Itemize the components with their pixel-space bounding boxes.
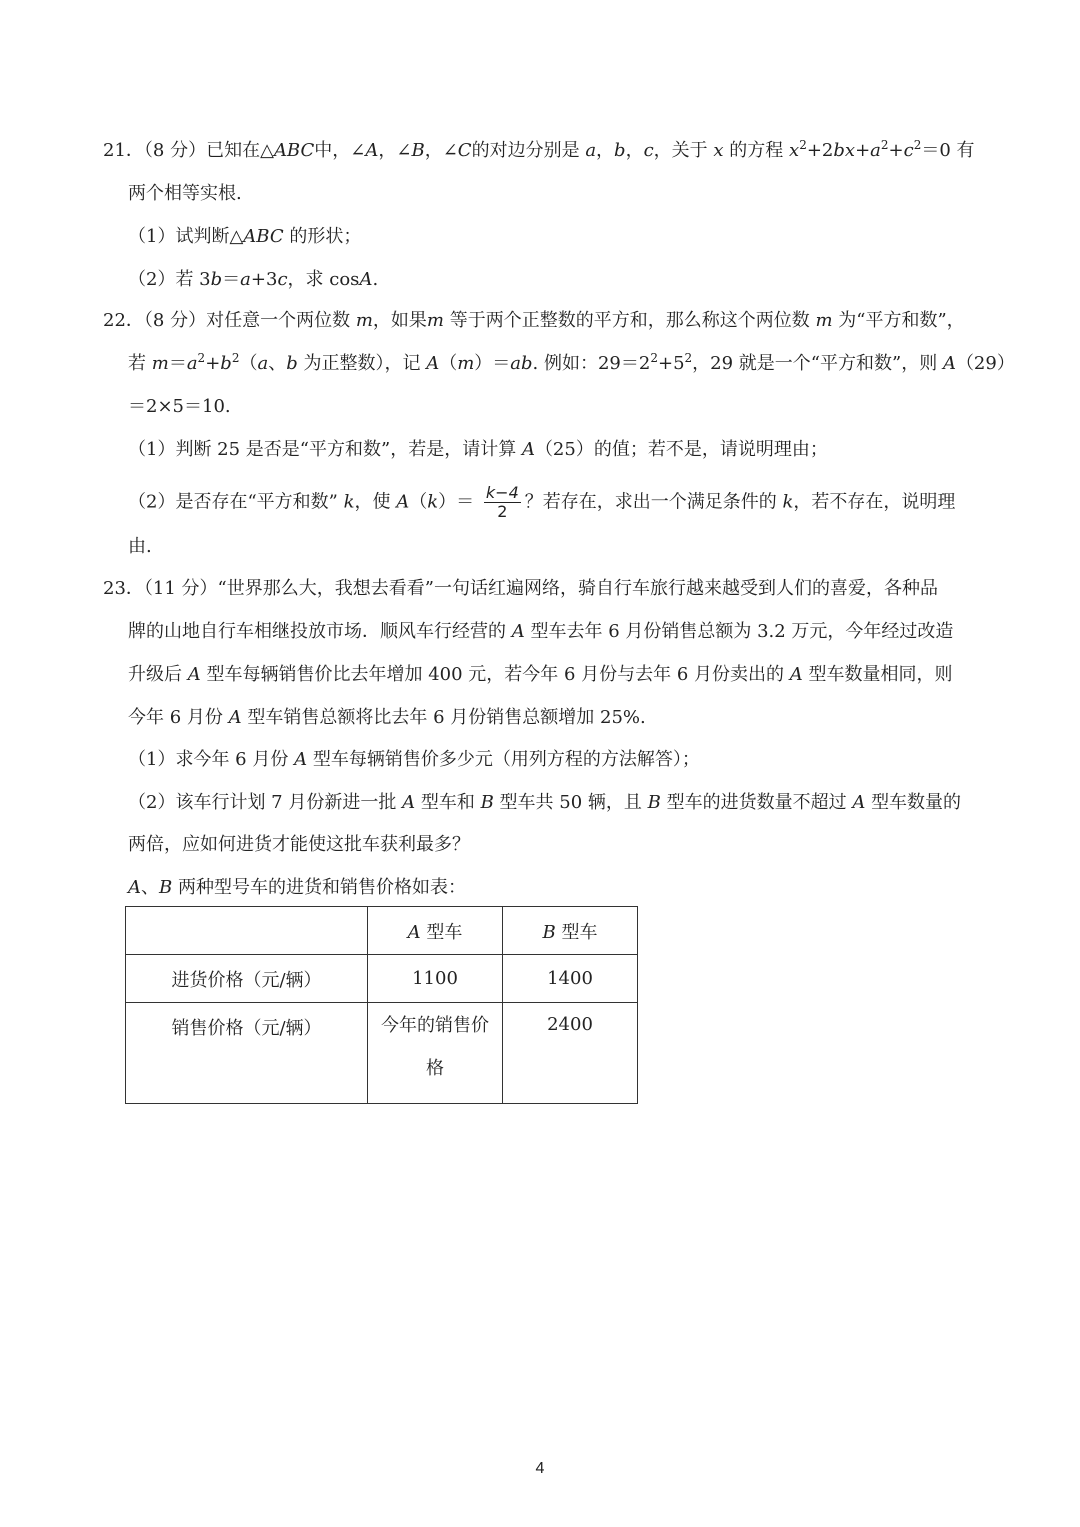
- q23-text: 型车去年 6 月份销售总额为 3.2 万元，今年经过改造: [530, 621, 954, 642]
- table-cell-line: 今年的销售价: [381, 1015, 489, 1036]
- q23-var: A: [187, 664, 201, 685]
- q21-var: b: [614, 140, 626, 161]
- q23-text: 型车每辆销售价多少元（用列方程的方法解答）；: [312, 749, 700, 770]
- q23-text: 型车和: [420, 792, 475, 813]
- q22-text: （1）判断 25 是否是“平方和数”，若是，请计算: [128, 439, 517, 460]
- q23-var: A: [402, 792, 416, 813]
- q21-eq: 2: [880, 138, 889, 152]
- q21-var: A: [365, 140, 379, 161]
- q22-line2: [128, 352, 1015, 376]
- q21-text: ，∠: [378, 140, 412, 161]
- q21-eq: 2: [913, 138, 922, 152]
- q23-text: 两种型号车的进货和销售价格如表：: [177, 877, 466, 898]
- q22-text: ）＝: [474, 353, 511, 374]
- table-row-label: 进货价格（元/辆）: [126, 955, 368, 1003]
- q23-score: （11 分）: [143, 578, 218, 599]
- q21-var: a: [585, 140, 597, 161]
- table-row: [126, 1003, 638, 1104]
- q21-eq: c: [903, 140, 914, 161]
- q23-text: （1）求今年 6 月份: [128, 749, 289, 770]
- q23-var: A: [228, 707, 242, 728]
- q21-text: ，∠: [424, 140, 458, 161]
- q23-text: 型车每辆销售价比去年增加 400 元，若今年 6 月份与去年 6 月份卖出的: [206, 664, 785, 685]
- q21-eq: +2: [806, 140, 834, 161]
- q21-var: C: [457, 140, 472, 161]
- table-header-a: [368, 907, 503, 955]
- q21-text: （2）若 3: [128, 269, 211, 290]
- q22-text: ＝: [168, 353, 187, 374]
- q22-text: ）＝: [438, 491, 475, 513]
- q23-number: 23．: [103, 578, 144, 599]
- q23-var: A: [294, 749, 308, 770]
- q22-var: b: [286, 353, 298, 374]
- q22-text: （2）是否存在“平方和数”: [128, 491, 338, 513]
- q22-var: k: [427, 491, 439, 513]
- table-cell-line: 格: [426, 1058, 444, 1079]
- q23-text: 型车共 50 辆，且: [499, 792, 642, 813]
- table-row-label: 销售价格（元/辆）: [126, 1003, 368, 1104]
- fraction-denominator: 2: [497, 502, 508, 521]
- q21-text: ＝: [222, 269, 241, 290]
- q22-var: k: [782, 491, 794, 513]
- q21-text: 的对边分别是: [471, 140, 580, 161]
- q21-text: 已知在△: [206, 140, 274, 161]
- q21-var: ABC: [273, 140, 315, 161]
- q23-part2: [128, 791, 961, 815]
- q23-var: B: [159, 877, 173, 898]
- q22-text: ，如果: [372, 310, 427, 331]
- q21-text: ，: [625, 140, 644, 161]
- q23-text: 型车的进货数量不超过: [666, 792, 847, 813]
- q22-var: A: [426, 353, 440, 374]
- q21-text: 的形状；: [289, 226, 362, 247]
- q22-text: +: [205, 353, 221, 374]
- table-header-a-label: 型车: [426, 921, 463, 943]
- q22-var: A: [942, 353, 956, 374]
- q22-score: （8 分）: [143, 310, 207, 331]
- q22-var: b: [220, 353, 232, 374]
- q21-part1: [128, 225, 361, 249]
- q23-text: 、: [141, 877, 159, 898]
- q22-text: ，29 就是一个“平方和数”，则: [692, 353, 938, 374]
- q23-var: A: [852, 792, 866, 813]
- q21-eq: x: [789, 140, 800, 161]
- q23-text: 型车销售总额将比去年 6 月份销售总额增加 25%.: [247, 707, 646, 728]
- q21-eq: ＝0 有: [921, 140, 975, 161]
- q22-var: A: [521, 439, 535, 460]
- q21-eq: +: [888, 140, 904, 161]
- table-header-b-label: 型车: [561, 921, 598, 943]
- page-number: 4: [535, 1460, 545, 1477]
- q23-text: 牌的山地自行车相继投放市场．顺风车行经营的: [128, 621, 506, 642]
- q22-text: ，若不存在，说明理: [793, 491, 956, 513]
- q22-text: 若: [128, 353, 146, 374]
- q22-eq: 2: [231, 351, 240, 365]
- q23-line-end: 两倍，应如何进货才能使这批车获利最多？: [128, 834, 470, 855]
- q22-text: 、: [268, 353, 287, 374]
- q21-part2: [128, 268, 378, 292]
- q23-line4: [128, 706, 646, 730]
- q22-eq: 2: [197, 351, 206, 365]
- q22-number: 22．: [103, 310, 144, 331]
- q22-text: ？若存在，求出一个满足条件的: [524, 491, 777, 513]
- q22-line1: [103, 309, 965, 333]
- q21-var: B: [411, 140, 425, 161]
- q23-line2: [128, 620, 953, 644]
- q21-number: 21．: [103, 140, 144, 161]
- q21-line1: [103, 139, 975, 163]
- q22-text: （29）: [955, 353, 1015, 374]
- q21-eq: 2: [799, 138, 807, 152]
- q21-var: ABC: [243, 226, 284, 247]
- q22-var: m: [426, 310, 444, 331]
- table-intro: [128, 876, 466, 900]
- q22-text: ，使: [354, 491, 391, 513]
- q22-line3: ＝2×5＝10.: [128, 396, 231, 417]
- q21-var: b: [210, 269, 223, 290]
- q23-var: A: [511, 621, 525, 642]
- q23-text: （2）该车行计划 7 月份新进一批: [128, 792, 397, 813]
- q22-text: （25）的值；若不是，请说明理由；: [534, 439, 828, 460]
- q22-text: （: [439, 353, 458, 374]
- table-cell: [368, 1003, 503, 1104]
- q22-text: （: [239, 353, 258, 374]
- q21-text: 中，∠: [314, 140, 366, 161]
- q22-text: 为正整数），记: [303, 353, 421, 374]
- q22-eq: 2: [650, 351, 658, 365]
- q21-eq: a: [870, 140, 881, 161]
- q21-text: 的方程: [729, 140, 784, 161]
- table-header-a-letter: A: [407, 921, 421, 943]
- q21-text: ，关于: [653, 140, 708, 161]
- q22-var: ab: [510, 353, 533, 374]
- q21-var: a: [240, 269, 251, 290]
- q22-var: a: [257, 353, 269, 374]
- q23-var: A: [128, 877, 141, 898]
- table-cell: 2400: [503, 1003, 638, 1104]
- q23-part1: [128, 748, 700, 772]
- q22-part2: [128, 484, 955, 521]
- q21-text: .: [372, 269, 379, 290]
- q22-var: A: [396, 491, 410, 513]
- price-table: [125, 906, 638, 1104]
- q22-var: m: [151, 353, 169, 374]
- q22-text: 为“平方和数”，: [838, 310, 965, 331]
- q23-line3: [128, 663, 953, 687]
- q23-text: 型车数量相同，则: [808, 664, 953, 685]
- fraction-numerator: k−4: [485, 483, 519, 502]
- q23-text: 升级后: [128, 664, 182, 685]
- q23-var: B: [480, 792, 494, 813]
- q21-var: c: [643, 140, 654, 161]
- q22-var: m: [457, 353, 475, 374]
- table-header-empty: [126, 907, 368, 955]
- q23-line1: [103, 577, 938, 601]
- table-header-b: [503, 907, 638, 955]
- fraction-k-minus-4-over-2: [484, 484, 521, 521]
- q21-text: ，求 cos: [287, 269, 360, 290]
- q23-text: 型车数量的: [871, 792, 962, 813]
- q22-eq: 2: [684, 351, 693, 365]
- q22-var: k: [343, 491, 355, 513]
- table-cell: 1400: [503, 955, 638, 1003]
- q23-var: A: [789, 664, 803, 685]
- q21-eq: bx: [833, 140, 856, 161]
- q23-text: 今年 6 月份: [128, 707, 223, 728]
- q22-text: （: [409, 491, 428, 513]
- q21-var: x: [713, 140, 724, 161]
- table-cell: 1100: [368, 955, 503, 1003]
- q23-var: B: [647, 792, 661, 813]
- q21-text: ，: [596, 140, 615, 161]
- q21-line2: 两个相等实根.: [128, 183, 242, 204]
- table-row: [126, 955, 638, 1003]
- q21-var: A: [359, 269, 373, 290]
- q22-var: a: [186, 353, 198, 374]
- q22-text: 对任意一个两位数: [206, 310, 351, 331]
- q22-text: +5: [657, 353, 685, 374]
- q21-var: c: [277, 269, 288, 290]
- q22-part1: [128, 438, 828, 462]
- q21-text: （1）试判断△: [128, 226, 244, 247]
- q22-var: m: [815, 310, 833, 331]
- q21-score: （8 分）: [143, 140, 207, 161]
- q22-text: . 例如：29＝2: [532, 353, 651, 374]
- q22-line-end: 由.: [128, 536, 152, 557]
- q21-eq: +: [855, 140, 871, 161]
- table-header-row: [126, 907, 638, 955]
- table-header-b-letter: B: [542, 921, 556, 943]
- q21-text: +3: [250, 269, 278, 290]
- q22-var: m: [355, 310, 373, 331]
- q22-text: 等于两个正整数的平方和，那么称这个两位数: [449, 310, 810, 331]
- q23-text: “世界那么大，我想去看看”一句话红遍网络，骑自行车旅行越来越受到人们的喜爱，各种品: [217, 578, 938, 599]
